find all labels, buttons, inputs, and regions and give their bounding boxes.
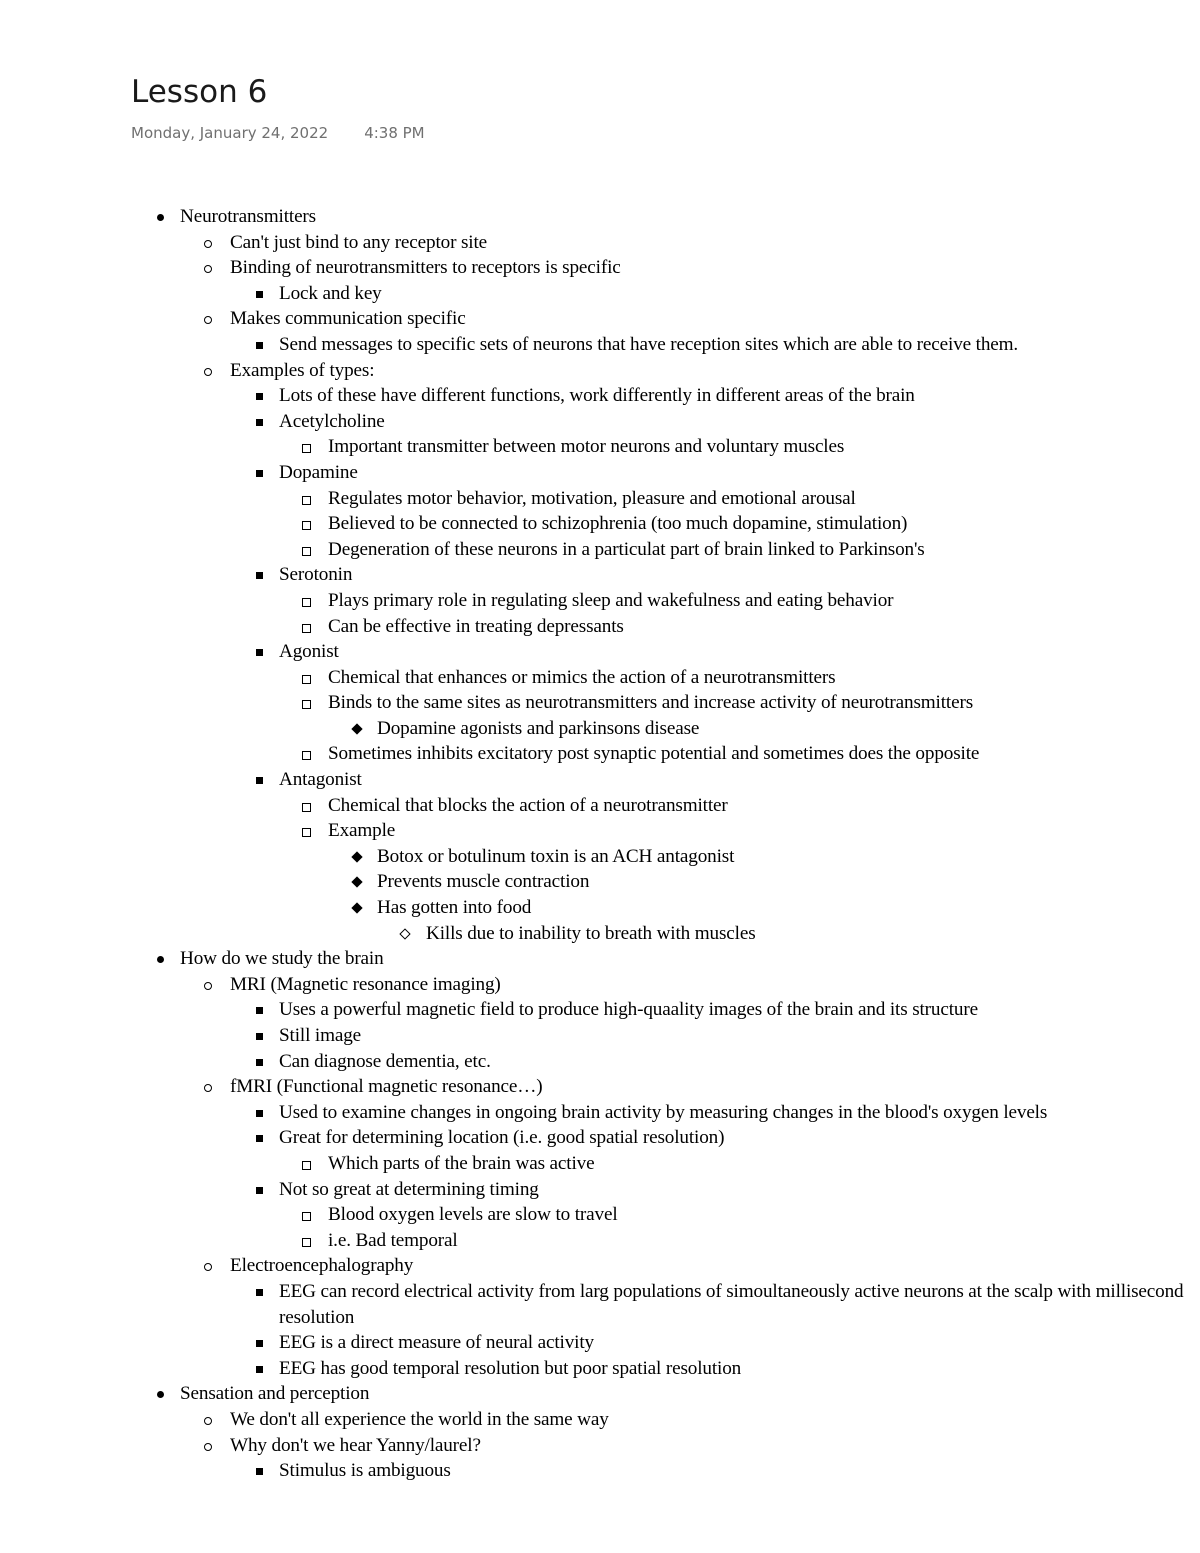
outline-item-level-3: [0, 1458, 1200, 1484]
filled-circle-bullet-icon: [157, 1391, 164, 1398]
outline-item-text: Blood oxygen levels are slow to travel: [328, 1204, 618, 1226]
outline-item-text: Antagonist: [279, 769, 362, 791]
outline-item-level-3: [0, 1125, 1200, 1151]
outline-item-text: Electroencephalography: [230, 1255, 414, 1277]
outline-item-level-4: [0, 614, 1200, 640]
outline-item-level-2: [0, 358, 1200, 384]
outline-item-text: Prevents muscle contraction: [377, 871, 590, 893]
outline-item-text: Serotonin: [279, 564, 353, 586]
hollow-square-bullet-icon: [302, 496, 311, 505]
outline-item-level-2: [0, 1433, 1200, 1459]
outline-item-text: i.e. Bad temporal: [328, 1229, 458, 1251]
outline-item-level-3: [0, 460, 1200, 486]
outline-item-level-4: [0, 486, 1200, 512]
outline-item-level-4: [0, 1151, 1200, 1177]
outline-item-level-1: [0, 1381, 1200, 1407]
filled-diamond-bullet-icon: [351, 851, 362, 862]
filled-square-bullet-icon: [256, 1468, 263, 1475]
outline-item-level-2: [0, 230, 1200, 256]
outline-item-text: Can't just bind to any receptor site: [230, 231, 488, 253]
outline-item-level-2: [0, 1253, 1200, 1279]
filled-diamond-bullet-icon: [351, 723, 362, 734]
outline-item-level-3: [0, 1100, 1200, 1126]
hollow-circle-bullet-icon: [204, 368, 212, 376]
outline-item-text: Which parts of the brain was active: [328, 1152, 595, 1174]
outline-item-text: Has gotten into food: [377, 897, 532, 919]
outline-item-text: Important transmitter between motor neurons and voluntary muscles: [328, 436, 845, 458]
filled-square-bullet-icon: [256, 342, 263, 349]
outline-item-text: Regulates motor behavior, motivation, pleasure and emotional arousal: [328, 487, 856, 509]
outline-item-text: Not so great at determining timing: [279, 1178, 539, 1200]
outline-item-level-3: [0, 1279, 1184, 1330]
outline-item-text: Agonist: [279, 641, 339, 663]
outline-item-level-4: [0, 818, 1200, 844]
hollow-square-bullet-icon: [302, 1161, 311, 1170]
outline-item-level-3: [0, 383, 1200, 409]
outline-item-text: fMRI (Functional magnetic resonance…): [230, 1076, 543, 1098]
outline-item-text: Stimulus is ambiguous: [279, 1460, 451, 1482]
outline-item-text: Examples of types:: [230, 359, 375, 381]
outline-item-level-4: [0, 537, 1200, 563]
outline-item-text: EEG has good temporal resolution but poor spatial resolution: [279, 1357, 742, 1379]
hollow-square-bullet-icon: [302, 1238, 311, 1247]
hollow-circle-bullet-icon: [204, 982, 212, 990]
filled-square-bullet-icon: [256, 1289, 263, 1296]
hollow-square-bullet-icon: [302, 521, 311, 530]
outline-item-text: Makes communication specific: [230, 308, 466, 330]
page-title: Lesson 6: [131, 74, 268, 110]
outline-item-level-2: [0, 1074, 1200, 1100]
outline-item-text: Still image: [279, 1025, 362, 1046]
filled-square-bullet-icon: [256, 1007, 263, 1014]
outline-item-level-3: [0, 639, 1200, 665]
hollow-square-bullet-icon: [302, 675, 311, 684]
outline-item-text: Chemical that blocks the action of a neurotransmitter: [328, 794, 728, 816]
filled-square-bullet-icon: [256, 1033, 263, 1040]
outline-item-text: Neurotransmitters: [180, 206, 316, 227]
outline-item-text: Lock and key: [279, 282, 382, 304]
filled-square-bullet-icon: [256, 777, 263, 784]
filled-circle-bullet-icon: [157, 214, 164, 221]
outline-item-text: Dopamine: [279, 461, 358, 483]
outline-item-text: We don't all experience the world in the same way: [230, 1408, 609, 1430]
outline-item-text: MRI (Magnetic resonance imaging): [230, 973, 501, 995]
outline-item-level-4: [0, 793, 1200, 819]
outline-item-level-4: [0, 1202, 1200, 1228]
hollow-circle-bullet-icon: [204, 1084, 212, 1092]
notes-outline: [0, 204, 1200, 1484]
hollow-square-bullet-icon: [302, 700, 311, 709]
filled-square-bullet-icon: [256, 1366, 263, 1373]
outline-item-text: Can be effective in treating depressants: [328, 615, 624, 637]
outline-item-text: Send messages to specific sets of neurons that have reception sites which are able to receive them.: [279, 333, 1019, 355]
outline-item-level-4: [0, 665, 1200, 691]
outline-item-text: Why don't we hear Yanny/laurel?: [230, 1434, 481, 1456]
page-date: Monday, January 24, 2022: [131, 124, 329, 142]
filled-square-bullet-icon: [256, 1059, 263, 1066]
outline-item-level-3: [0, 281, 1200, 307]
outline-item-text: Believed to be connected to schizophrenia (too much dopamine, stimulation): [328, 513, 908, 535]
outline-item-level-1: [0, 946, 1200, 972]
outline-item-level-3: [0, 1049, 1200, 1075]
filled-square-bullet-icon: [256, 419, 263, 426]
outline-item-text: Botox or botulinum toxin is an ACH antagonist: [377, 845, 735, 867]
hollow-circle-bullet-icon: [204, 265, 212, 273]
hollow-diamond-bullet-icon: [399, 928, 410, 939]
outline-item-level-2: [0, 1407, 1200, 1433]
outline-item-level-2: [0, 306, 1200, 332]
filled-square-bullet-icon: [256, 572, 263, 579]
hollow-square-bullet-icon: [302, 624, 311, 633]
outline-item-level-4: [0, 690, 1200, 716]
filled-diamond-bullet-icon: [351, 902, 362, 913]
filled-square-bullet-icon: [256, 393, 263, 400]
outline-item-level-4: [0, 741, 1200, 767]
hollow-square-bullet-icon: [302, 1212, 311, 1221]
outline-item-text: Acetylcholine: [279, 410, 385, 432]
outline-item-level-4: [0, 434, 1200, 460]
hollow-circle-bullet-icon: [204, 1443, 212, 1451]
outline-item-text: Kills due to inability to breath with muscles: [426, 922, 756, 944]
outline-item-level-3: [0, 1330, 1200, 1356]
outline-item-level-2: [0, 972, 1200, 998]
page-time: 4:38 PM: [364, 124, 425, 142]
filled-square-bullet-icon: [256, 649, 263, 656]
hollow-square-bullet-icon: [302, 598, 311, 607]
filled-square-bullet-icon: [256, 1135, 263, 1142]
outline-item-text: Degeneration of these neurons in a particulat part of brain linked to Parkinson's: [328, 538, 925, 560]
filled-square-bullet-icon: [256, 470, 263, 477]
filled-square-bullet-icon: [256, 291, 263, 298]
outline-item-text: Used to examine changes in ongoing brain activity by measuring changes in the blood's oxygen levels: [279, 1101, 1048, 1123]
outline-item-level-3: [0, 1023, 1200, 1049]
hollow-circle-bullet-icon: [204, 240, 212, 248]
outline-item-level-5: [0, 716, 1200, 742]
outline-item-level-3: [0, 1356, 1200, 1382]
outline-item-text: EEG can record electrical activity from larg populations of simoultaneously active neurons at the scalp with millisecond resolution: [279, 1280, 1184, 1328]
page-timestamp: [131, 124, 425, 142]
outline-item-text: Dopamine agonists and parkinsons disease: [377, 717, 700, 739]
outline-item-level-3: [0, 767, 1200, 793]
outline-item-text: Sensation and perception: [180, 1383, 370, 1405]
outline-item-text: Chemical that enhances or mimics the action of a neurotransmitters: [328, 666, 836, 688]
outline-item-level-3: [0, 997, 1200, 1023]
outline-item-level-4: [0, 1228, 1200, 1254]
hollow-circle-bullet-icon: [204, 1263, 212, 1271]
filled-square-bullet-icon: [256, 1187, 263, 1194]
outline-item-text: Plays primary role in regulating sleep and wakefulness and eating behavior: [328, 589, 894, 611]
outline-item-level-5: [0, 869, 1200, 895]
outline-item-text: Great for determining location (i.e. good spatial resolution): [279, 1127, 725, 1149]
hollow-circle-bullet-icon: [204, 316, 212, 324]
outline-item-level-2: [0, 255, 1200, 281]
hollow-square-bullet-icon: [302, 444, 311, 453]
outline-item-level-3: [0, 562, 1200, 588]
outline-item-text: Sometimes inhibits excitatory post synaptic potential and sometimes does the opposite: [328, 743, 980, 765]
hollow-circle-bullet-icon: [204, 1417, 212, 1425]
filled-square-bullet-icon: [256, 1340, 263, 1347]
outline-item-text: Can diagnose dementia, etc.: [279, 1050, 491, 1072]
outline-item-level-3: [0, 332, 1200, 358]
hollow-square-bullet-icon: [302, 547, 311, 556]
outline-item-level-4: [0, 511, 1200, 537]
outline-item-text: EEG is a direct measure of neural activity: [279, 1332, 594, 1354]
outline-item-text: Example: [328, 820, 396, 842]
outline-item-text: Binds to the same sites as neurotransmitters and increase activity of neurotransmitters: [328, 692, 974, 714]
outline-item-level-1: [0, 204, 1200, 230]
outline-item-text: Uses a powerful magnetic field to produce high-quaality images of the brain and its structure: [279, 999, 978, 1021]
outline-item-level-4: [0, 588, 1200, 614]
outline-item-text: How do we study the brain: [180, 948, 384, 970]
outline-item-level-3: [0, 409, 1200, 435]
filled-square-bullet-icon: [256, 1110, 263, 1117]
outline-item-level-6: [0, 921, 1200, 947]
hollow-square-bullet-icon: [302, 828, 311, 837]
outline-item-level-3: [0, 1177, 1200, 1203]
outline-item-text: Lots of these have different functions, work differently in different areas of the brain: [279, 385, 915, 407]
hollow-square-bullet-icon: [302, 751, 311, 760]
filled-diamond-bullet-icon: [351, 877, 362, 888]
outline-item-text: Binding of neurotransmitters to receptors is specific: [230, 257, 621, 279]
hollow-square-bullet-icon: [302, 803, 311, 812]
outline-item-level-5: [0, 895, 1200, 921]
filled-circle-bullet-icon: [157, 956, 164, 963]
outline-item-level-5: [0, 844, 1200, 870]
